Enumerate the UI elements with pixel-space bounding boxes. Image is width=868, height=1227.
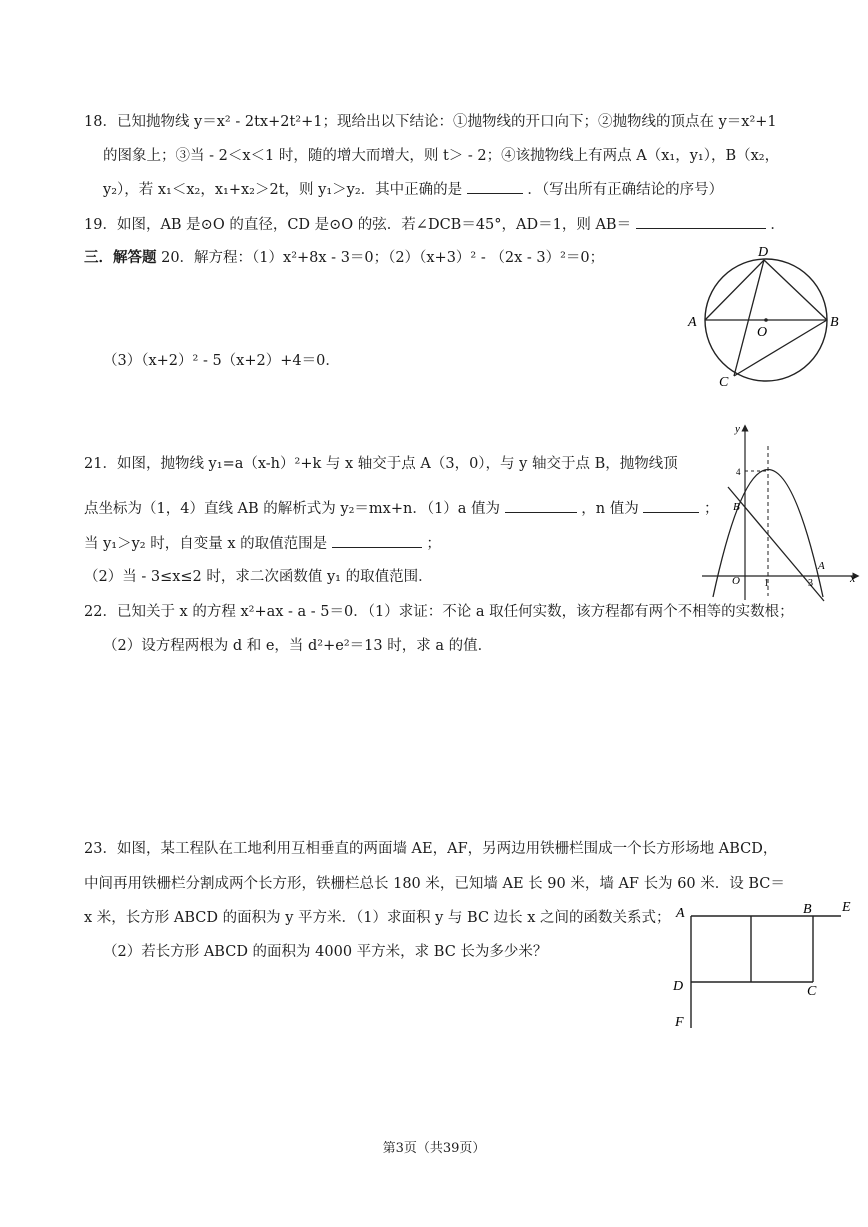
q18-line3 [103, 179, 723, 200]
q18-line3-tail: ．（写出所有正确结论的序号） [527, 182, 724, 198]
graph-y-label: y [735, 423, 740, 435]
q21-line3 [84, 533, 441, 554]
q22-line2: （2）设方程两根为 d 和 e，当 d²+e²＝13 时，求 a 的值． [103, 638, 493, 654]
rect-label-c: C [807, 984, 817, 999]
circle-label-b: B [830, 315, 839, 330]
section-heading: 三．解答题 [84, 249, 157, 266]
q21-line4: （2）当 ‑ 3≤x≤2 时，求二次函数值 y₁ 的取值范围． [84, 569, 433, 585]
q23-line3: x 米，长方形 ABCD 的面积为 y 平方米．（1）求面积 y 与 BC 边长 x 之间的函数关系式； [84, 910, 671, 926]
q21-line2-text: 点坐标为（1，4）直线 AB 的解析式为 y₂＝mx+n．（1）a 值为 [84, 501, 501, 517]
q19-answer-blank[interactable] [636, 214, 766, 229]
q21-range-blank[interactable] [332, 533, 422, 548]
q18-line2: 的图象上；③当 ‑ 2＜x＜1 时，随的增大而增大，则 t＞ ‑ 2；④该抛物线上有两点 A（x₁，y₁），B（x₂， [103, 148, 780, 164]
rect-label-d: D [673, 979, 684, 994]
q19-line [84, 214, 785, 235]
q23-line2: 中间再用铁栅栏分割成两个长方形，铁栅栏总长 180 米，已知墙 AE 长 90 米，墙 AF 长为 60 米．设 BC＝ [84, 876, 785, 892]
q21-line2 [84, 498, 718, 519]
q21-line3-text: 当 y₁＞y₂ 时，自变量 x 的取值范围是 [84, 536, 328, 552]
page-footer: 第3页（共39页） [382, 1141, 486, 1156]
q21-line1: 21．如图，抛物线 y₁=a（x-h）²+k 与 x 轴交于点 A（3，0），与 y 轴交于点 B，抛物线顶 [84, 456, 678, 472]
q18-line3-text: y₂），若 x₁＜x₂，x₁+x₂＞2t，则 y₁＞y₂．其中正确的是 [103, 182, 463, 198]
graph-tick-1: 1 [764, 578, 769, 589]
rect-label-a: A [676, 906, 685, 921]
graph-origin-label: O [732, 575, 740, 587]
graph-label-b: B [733, 501, 740, 513]
rectangle-figure [665, 893, 865, 1042]
q21-line3-tail: ； [426, 536, 441, 552]
q19-text: 19．如图，AB 是⊙O 的直径，CD 是⊙O 的弦．若∠DCB＝45°，AD＝1，则 AB＝ [84, 217, 632, 233]
q20-text: 20．解方程：（1）x²+8x ‑ 3＝0；（2）（x+3）² ‑ （2x ‑ 3）²＝0； [161, 250, 605, 266]
rect-label-b: B [803, 902, 812, 917]
graph-tick-4: 4 [736, 467, 741, 477]
circle-figure [680, 238, 860, 397]
graph-label-a: A [818, 560, 825, 572]
graph-x-label: x [850, 571, 856, 585]
q18-line1: 18．已知抛物线 y＝x² ‑ 2tx+2t²+1；现给出以下结论：①抛物线的开口向下；②抛物线的顶点在 y＝x²+1 [84, 114, 777, 130]
q22-line1: 22．已知关于 x 的方程 x²+ax ‑ a ‑ 5＝0．（1）求证：不论 a 取任何实数，该方程都有两个不相等的实数根； [84, 604, 794, 620]
q20-part3: （3）（x+2）² ‑ 5（x+2）+4＝0． [103, 353, 340, 369]
circle-label-d: D [758, 245, 769, 260]
parabola-graph [698, 420, 863, 609]
graph-tick-3: 3 [808, 578, 813, 589]
rect-label-e: E [842, 900, 851, 915]
q19-tail: ． [770, 217, 785, 233]
q21-line2-tail: ； [703, 501, 719, 517]
q20-line [84, 248, 604, 268]
circle-label-a: A [688, 315, 697, 330]
circle-label-o: O [757, 325, 768, 340]
q18-answer-blank[interactable] [467, 179, 523, 194]
q21-a-blank[interactable] [505, 498, 577, 513]
rect-label-f: F [675, 1015, 684, 1030]
q23-line4: （2）若长方形 ABCD 的面积为 4000 平方米，求 BC 长为多少米？ [103, 944, 548, 960]
q23-line1: 23．如图，某工程队在工地利用互相垂直的两面墙 AE，AF，另两边用铁栅栏围成一个长方形场地 ABCD， [84, 841, 778, 857]
circle-label-c: C [719, 375, 729, 390]
q21-n-blank[interactable] [643, 498, 699, 513]
q21-line2-mid: ，n 值为 [581, 501, 639, 517]
